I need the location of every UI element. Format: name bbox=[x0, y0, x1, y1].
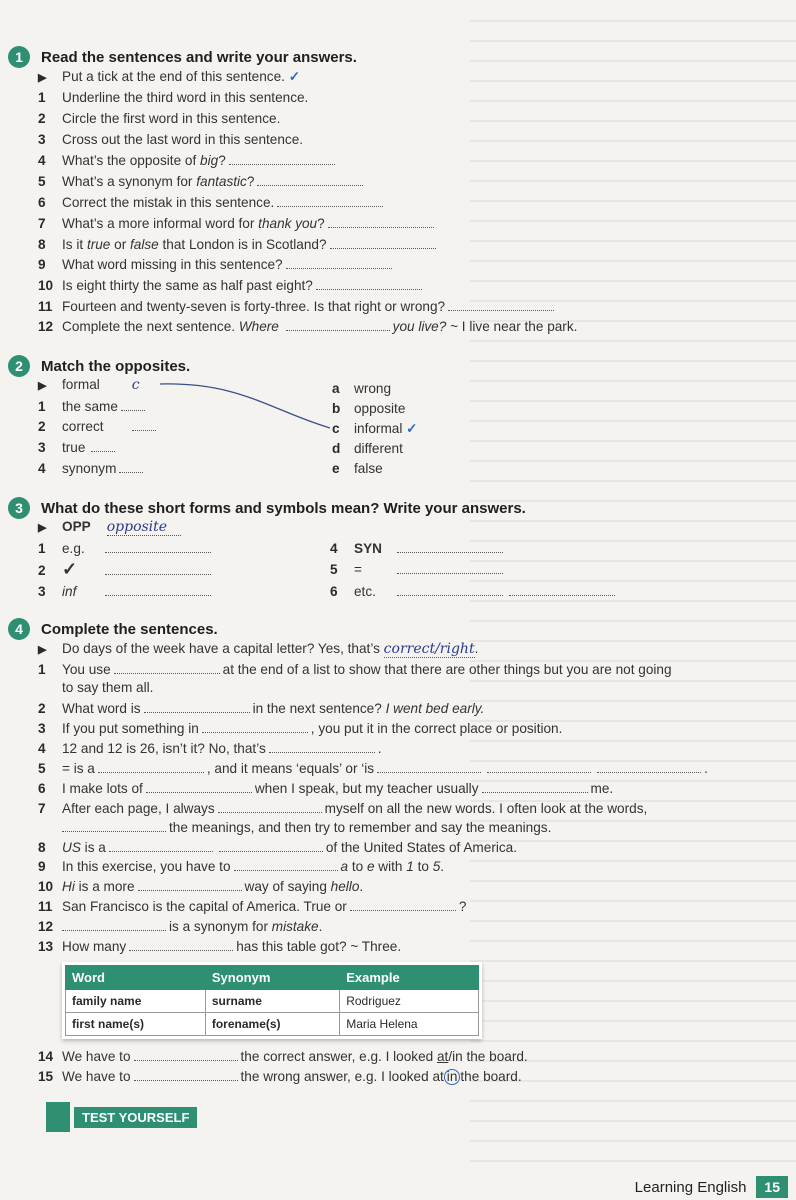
example-line: ▶ Do days of the week have a capital letter? Yes, that’s correct/right. bbox=[38, 641, 479, 657]
match-left-item: 3 true bbox=[38, 439, 118, 455]
list-item: 2 ✓ bbox=[38, 559, 214, 580]
match-right-item: e false bbox=[332, 461, 383, 476]
list-item: 7 What’s a more informal word for thank you? bbox=[38, 215, 437, 231]
answer-blank[interactable] bbox=[269, 740, 375, 753]
answer-blank[interactable] bbox=[509, 583, 615, 596]
list-item: 11 San Francisco is the capital of America. True or ? bbox=[38, 899, 467, 914]
list-item: 6 etc. bbox=[330, 583, 618, 599]
tick-mark: ✓ bbox=[288, 69, 301, 84]
exercise-instruction: Complete the sentences. bbox=[41, 620, 218, 638]
exercise-number: 3 bbox=[8, 497, 30, 519]
answer-blank[interactable] bbox=[487, 760, 591, 773]
answer-blank[interactable] bbox=[350, 898, 456, 911]
answer-blank[interactable] bbox=[134, 1068, 238, 1081]
list-item-continued: the meanings, and then try to remember and say the meanings. bbox=[62, 819, 551, 835]
vocabulary-table bbox=[62, 962, 482, 1039]
answer-blank[interactable] bbox=[134, 1048, 238, 1061]
exercise-instruction: Match the opposites. bbox=[41, 357, 191, 375]
list-item: 1 Underline the third word in this sentence. bbox=[38, 90, 309, 105]
page-footer bbox=[635, 1176, 788, 1198]
table-header: Example bbox=[340, 966, 479, 990]
answer-blank[interactable] bbox=[397, 583, 503, 596]
list-item: 3 inf bbox=[38, 583, 214, 599]
page-number: 15 bbox=[756, 1176, 788, 1198]
table-header: Word bbox=[66, 966, 206, 990]
list-item: 8 US is a of the United States of America. bbox=[38, 840, 517, 855]
list-item: 3 If you put something in , you put it in the correct place or position. bbox=[38, 721, 563, 736]
table-row: first name(s) forename(s) Maria Helena bbox=[66, 1013, 479, 1036]
example-line: ▶ Put a tick at the end of this sentence. ✓ bbox=[38, 69, 301, 84]
handwritten-answer: opposite bbox=[107, 519, 181, 536]
list-item: 5 = is a , and it means ‘equals’ or ‘is . bbox=[38, 761, 708, 776]
list-item: 14 We have to the correct answer, e.g. I looked at/in the board. bbox=[38, 1049, 528, 1064]
exercise-instruction: Read the sentences and write your answers. bbox=[41, 48, 357, 66]
list-item: 9 What word missing in this sentence? bbox=[38, 256, 395, 272]
handwritten-answer: c bbox=[131, 377, 140, 393]
list-item: 8 Is it true or false that London is in Scotland? bbox=[38, 236, 439, 252]
list-item: 1 e.g. bbox=[38, 540, 214, 556]
answer-blank[interactable] bbox=[62, 819, 166, 832]
exercise-instruction: What do these short forms and symbols mean? Write your answers. bbox=[41, 499, 526, 517]
list-item: 12 is a synonym for mistake. bbox=[38, 919, 323, 934]
answer-blank[interactable] bbox=[397, 561, 503, 574]
list-item: 4 What’s the opposite of big? bbox=[38, 152, 338, 168]
list-item: 7 After each page, I always myself on all the new words. I often look at the words, bbox=[38, 801, 648, 816]
tick-mark: ✓ bbox=[406, 421, 418, 436]
list-item: 4 SYN bbox=[330, 540, 506, 556]
list-item: 15 We have to the wrong answer, e.g. I looked at in the board. bbox=[38, 1069, 522, 1084]
answer-blank[interactable] bbox=[219, 839, 323, 852]
answer-blank[interactable] bbox=[597, 760, 701, 773]
circled-word: in bbox=[444, 1069, 461, 1085]
answer-blank[interactable] bbox=[397, 540, 503, 553]
list-item: 9 In this exercise, you have to a to e with 1 to 5. bbox=[38, 859, 445, 874]
match-right-item: b opposite bbox=[332, 401, 406, 416]
test-yourself-label: TEST YOURSELF bbox=[74, 1107, 197, 1128]
list-item: 2 Circle the first word in this sentence. bbox=[38, 111, 281, 126]
answer-blank[interactable] bbox=[218, 800, 322, 813]
answer-blank[interactable] bbox=[234, 858, 338, 871]
handwritten-answer: correct/right bbox=[383, 641, 475, 657]
answer-blank[interactable] bbox=[146, 780, 252, 793]
list-item: 10 Hi is a more way of saying hello. bbox=[38, 879, 364, 894]
answer-blank[interactable] bbox=[202, 720, 308, 733]
list-item: 3 Cross out the last word in this sentence. bbox=[38, 132, 304, 147]
answer-blank[interactable] bbox=[138, 878, 242, 891]
match-right-item: c informal ✓ bbox=[332, 421, 418, 436]
match-left-item: 1 the same bbox=[38, 398, 148, 414]
list-item: 12 Complete the next sentence. Where you live? ~ I live near the park. bbox=[38, 319, 578, 334]
exercise-number: 4 bbox=[8, 618, 30, 640]
example-line: ▶ OPP opposite bbox=[38, 519, 181, 536]
test-yourself-banner bbox=[46, 1102, 197, 1132]
match-right-item: d different bbox=[332, 441, 403, 456]
exercise-number: 2 bbox=[8, 355, 30, 377]
answer-blank[interactable] bbox=[98, 760, 204, 773]
exercise-4-heading bbox=[8, 618, 218, 640]
list-item: 10 Is eight thirty the same as half past eight? bbox=[38, 277, 425, 293]
answer-blank[interactable] bbox=[105, 540, 211, 553]
match-left-item: 2 correct bbox=[38, 418, 159, 434]
exercise-number: 1 bbox=[8, 46, 30, 68]
list-item: 6 I make lots of when I speak, but my teacher usually me. bbox=[38, 781, 614, 796]
match-left-item: ▶ formal c bbox=[38, 377, 140, 393]
answer-blank[interactable] bbox=[62, 918, 166, 931]
list-item: 5 = bbox=[330, 561, 506, 577]
answer-blank[interactable] bbox=[114, 661, 220, 674]
match-left-item: 4 synonym bbox=[38, 460, 146, 476]
table-header: Synonym bbox=[205, 966, 339, 990]
table-row: family name surname Rodriguez bbox=[66, 990, 479, 1013]
list-item: 13 How many has this table got? ~ Three. bbox=[38, 939, 402, 954]
list-item: 2 What word is in the next sentence? I went bed early. bbox=[38, 701, 485, 716]
answer-blank[interactable] bbox=[144, 700, 250, 713]
answer-blank[interactable] bbox=[109, 839, 213, 852]
answer-blank[interactable] bbox=[482, 780, 588, 793]
list-item: 6 Correct the mistak in this sentence. bbox=[38, 194, 386, 210]
answer-blank[interactable] bbox=[129, 938, 233, 951]
list-item-continued: to say them all. bbox=[62, 680, 154, 695]
list-item: 11 Fourteen and twenty-seven is forty-three. Is that right or wrong? bbox=[38, 298, 557, 314]
answer-blank[interactable] bbox=[377, 760, 481, 773]
answer-blank[interactable] bbox=[105, 562, 211, 575]
test-yourself-bar bbox=[46, 1102, 70, 1132]
match-right-item: a wrong bbox=[332, 381, 392, 396]
footer-title: Learning English bbox=[634, 1178, 747, 1196]
list-item: 5 What’s a synonym for fantastic? bbox=[38, 173, 366, 189]
list-item: 4 12 and 12 is 26, isn’t it? No, that’s . bbox=[38, 741, 382, 756]
answer-blank[interactable] bbox=[105, 583, 211, 596]
list-item: 1 You use at the end of a list to show that there are other things but you are not going bbox=[38, 662, 672, 677]
exercise-3-heading bbox=[8, 497, 526, 519]
